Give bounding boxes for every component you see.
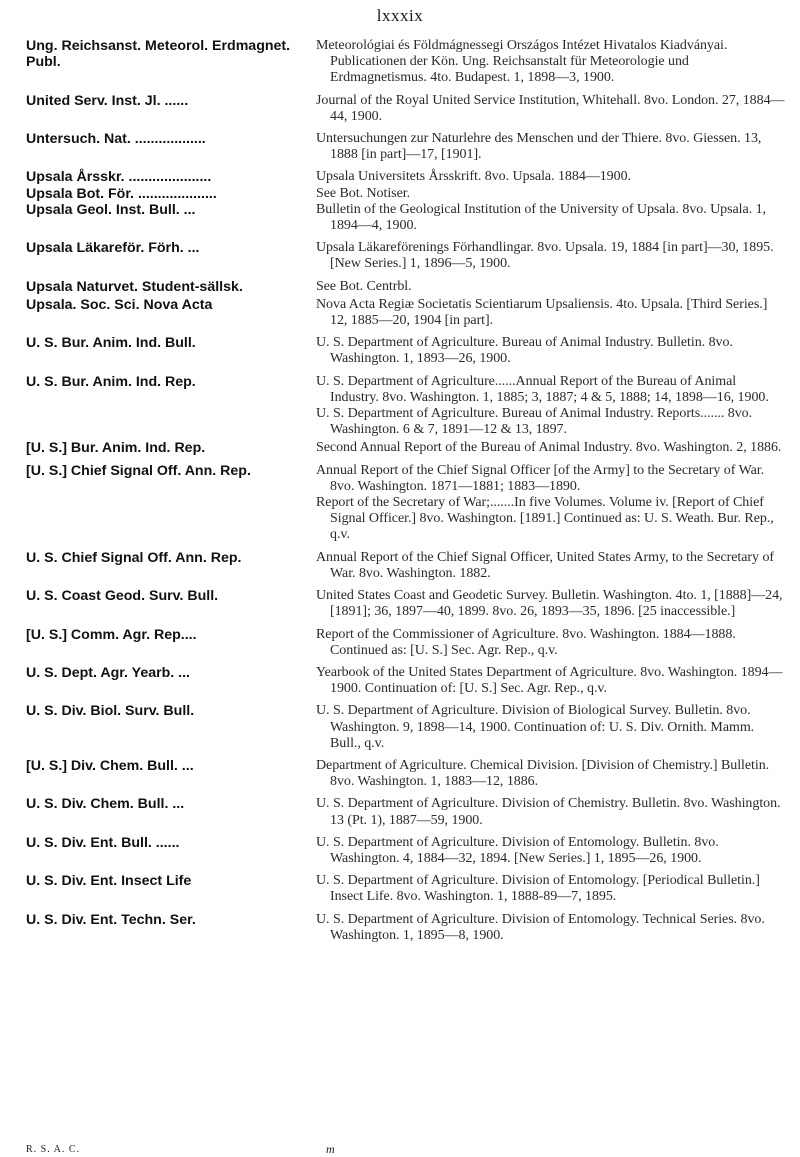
- page-footer: [26, 1144, 786, 1156]
- entry-abbreviation: [U. S.] Comm. Agr. Rep....: [26, 626, 197, 643]
- entry-description: U. S. Department of Agriculture. Bureau of Animal Industry. Bulletin. 8vo. Washington. 1, 1893—26, 1900.: [316, 335, 733, 367]
- entry-description: Yearbook of the United States Department of Agriculture. 8vo. Washington. 1894—1900. Continuation of: [U. S.] Sec. Agr. Rep., q.v.: [316, 664, 783, 697]
- entry-abbreviation: Upsala Årsskr. .....................: [26, 169, 212, 186]
- entry-description: U. S. Department of Agriculture......Annual Report of the Bureau of Animal Industry. 8vo. Washington. 1, 1885; 3, 1887; 4 & 5, 1888; 14, 1898—16, 1900.: [316, 373, 769, 405]
- entry-abbreviation: U. S. Div. Biol. Surv. Bull.: [26, 703, 195, 720]
- entry-abbreviation: U. S. Coast Geod. Surv. Bull.: [26, 588, 219, 605]
- entry-description: Report of the Commissioner of Agriculture. 8vo. Washington. 1884—1888. Continued as: [U. S.] Sec. Agr. Rep., q.v.: [316, 626, 736, 658]
- entry-abbreviation: U. S. Bur. Anim. Ind. Bull.: [26, 335, 196, 352]
- catalogue-entry: [26, 550, 786, 582]
- entry-description: Bulletin of the Geological Institution of the University of Upsala. 8vo. Upsala. 1, 1894—4, 1900.: [316, 201, 766, 234]
- entry-description: See Bot. Centrbl.: [316, 278, 412, 294]
- entry-abbreviation: Upsala Bot. För. ....................: [26, 185, 217, 202]
- catalogue-entry: [26, 38, 786, 87]
- catalogue-entry: [26, 374, 786, 406]
- entry-description: Meteorológiai és Földmágnessegi Országos Intézet Hivatalos Kiadványai. Publicationen der Kön. Ung. Reichsanstalt für Meteorologie und Erdmagnetismus. 4to. Budapest. 1, 1898—3, 1900.: [316, 38, 728, 86]
- entry-abbreviation: [U. S.] Div. Chem. Bull. ...: [26, 757, 194, 774]
- entry-description: U. S. Department of Agriculture. Division of Biological Survey. Bulletin. 8vo. Washington. 9, 1898—14, 1900. Continuation of: U. S. Div. Ornith. Mamm. Bull., q.v.: [316, 703, 755, 751]
- catalogue-entry: [26, 240, 786, 272]
- catalogue-entry: [26, 440, 786, 456]
- catalogue-entry: [26, 912, 786, 944]
- catalogue-entry: [26, 665, 786, 697]
- catalogue-entry: [26, 186, 786, 202]
- entry-description: Annual Report of the Chief Signal Officer, United States Army, to the Secretary of War. 8vo. Washington. 1882.: [316, 549, 775, 581]
- catalogue-entry: [26, 835, 786, 867]
- catalogue-entry: [26, 873, 786, 905]
- entry-description: U. S. Department of Agriculture. Division of Entomology. Bulletin. 8vo. Washington. 4, 1884—32, 1894. [New Series.] 1, 1895—26, 1900.: [316, 834, 719, 866]
- entry-description: Second Annual Report of the Bureau of Animal Industry. 8vo. Washington. 2, 1886.: [316, 440, 782, 456]
- entry-description: Journal of the Royal United Service Institution, Whitehall. 8vo. London. 27, 1884—44, 1900.: [316, 92, 785, 124]
- catalogue-entry: [26, 588, 786, 620]
- entry-abbreviation: U. S. Bur. Anim. Ind. Rep.: [26, 373, 196, 390]
- page-number: lxxxix: [376, 6, 424, 25]
- entry-description: Department of Agriculture. Chemical Division. [Division of Chemistry.] Bulletin. 8vo. Washington. 1, 1883—12, 1886.: [316, 757, 770, 790]
- entry-abbreviation: U. S. Div. Ent. Bull. ......: [26, 834, 180, 851]
- catalogue-entry: [26, 758, 786, 790]
- entry-abbreviation: Upsala Läkareför. Förh. ...: [26, 240, 200, 257]
- entry-abbreviation: U. S. Div. Ent. Techn. Ser.: [26, 911, 196, 928]
- catalogue-entry: [26, 297, 786, 329]
- catalogue-entry: [26, 169, 786, 185]
- entry-description: Upsala Universitets Årsskrift. 8vo. Upsala. 1884—1900.: [316, 169, 631, 185]
- catalogue-entry: [26, 202, 786, 234]
- entry-description: Untersuchungen zur Naturlehre des Menschen und der Thiere. 8vo. Giessen. 13, 1888 [in part]—17, [1901].: [316, 131, 762, 163]
- entry-abbreviation: Ung. Reichsanst. Meteorol. Erdmagnet. Publ.: [26, 38, 291, 71]
- catalogue-entry: [26, 703, 786, 752]
- entry-description: Report of the Secretary of War;.......In five Volumes. Volume iv. [Report of Chief Signal Officer.] 8vo. Washington. [1891.] Continued as: U. S. Weath. Bur. Rep., q.v.: [316, 495, 774, 543]
- entry-description: U. S. Department of Agriculture. Bureau of Animal Industry. Reports....... 8vo. Washington. 6 & 7, 1891—12 & 13, 1897.: [316, 406, 753, 438]
- entry-description: U. S. Department of Agriculture. Division of Chemistry. Bulletin. 8vo. Washington. 13 (Pt. 1), 1887—59, 1900.: [316, 796, 781, 828]
- catalogue-entry: [26, 495, 786, 544]
- entry-abbreviation: U. S. Div. Ent. Insect Life: [26, 873, 192, 890]
- entry-abbreviation: U. S. Chief Signal Off. Ann. Rep.: [26, 549, 242, 566]
- entry-description: Annual Report of the Chief Signal Officer [of the Army] to the Secretary of War. 8vo. Washington. 1871—1881; 1883—1890.: [316, 462, 765, 494]
- catalogue-entry: [26, 406, 786, 438]
- catalogue-entries: [26, 38, 786, 944]
- entry-abbreviation: Untersuch. Nat. ..................: [26, 131, 206, 148]
- entry-abbreviation: U. S. Div. Chem. Bull. ...: [26, 796, 185, 813]
- catalogue-entry: [26, 93, 786, 125]
- entry-description: U. S. Department of Agriculture. Division of Entomology. [Periodical Bulletin.] Insect Life. 8vo. Washington. 1, 1888-89—7, 1895.: [316, 873, 760, 905]
- catalogue-entry: [26, 627, 786, 659]
- footer-signature-mark: R. S. A. C.: [26, 1144, 81, 1155]
- entry-abbreviation: United Serv. Inst. Jl. ......: [26, 92, 189, 109]
- catalogue-entry: [26, 335, 786, 367]
- entry-abbreviation: U. S. Dept. Agr. Yearb. ...: [26, 664, 190, 681]
- entry-abbreviation: [U. S.] Bur. Anim. Ind. Rep.: [26, 440, 206, 457]
- catalogue-entry: [26, 796, 786, 828]
- entry-description: Nova Acta Regiæ Societatis Scientiarum Upsaliensis. 4to. Upsala. [Third Series.] 12, 1885—20, 1904 [in part].: [316, 296, 768, 329]
- catalogue-entry: [26, 463, 786, 495]
- catalogue-entry: [26, 279, 786, 295]
- entry-description: U. S. Department of Agriculture. Division of Entomology. Technical Series. 8vo. Washington. 1, 1895—8, 1900.: [316, 911, 765, 943]
- footer-sheet-letter: m: [326, 1142, 336, 1156]
- entry-description: Upsala Läkareförenings Förhandlingar. 8vo. Upsala. 19, 1884 [in part]—30, 1895. [New Series.] 1, 1896—5, 1900.: [316, 240, 774, 272]
- entry-description: United States Coast and Geodetic Survey. Bulletin. Washington. 4to. 1, [1888]—24, [1891]; 36, 1897—40, 1899. 8vo. 26, 1893—35, 1896. [25 inaccessible.]: [316, 588, 783, 620]
- entry-abbreviation: Upsala Naturvet. Student-sällsk.: [26, 278, 243, 295]
- entry-abbreviation: Upsala. Soc. Sci. Nova Acta: [26, 296, 213, 313]
- catalogue-entry: [26, 131, 786, 163]
- entry-description: See Bot. Notiser.: [316, 185, 411, 201]
- entry-abbreviation: Upsala Geol. Inst. Bull. ...: [26, 201, 196, 218]
- entry-abbreviation: [U. S.] Chief Signal Off. Ann. Rep.: [26, 462, 251, 479]
